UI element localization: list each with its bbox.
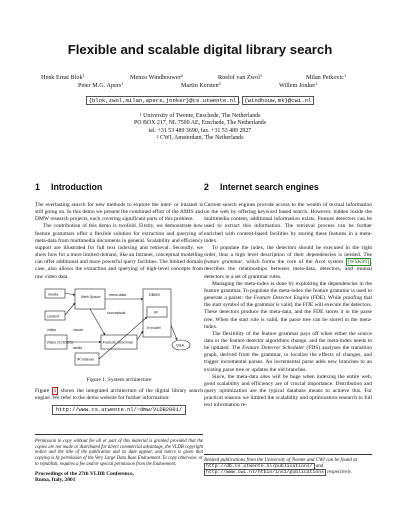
paragraph: The flexibility of the feature grammar pays off when either the source data or the feature detector algorithms change, and the meta-index needs to be updated. The Feature Detector Scheduler (FDS) analyses the transition graph, derived from the grammar, to localize the effects of changes, and trigger incremental parses. An incremental parse adds new branches to an existing parse tree or updates the old branches. — [204, 330, 372, 373]
label-ir-model: ir model — [147, 325, 161, 330]
label-audio: audio — [73, 345, 83, 350]
author-name: Peter M.G. Apers$^1$ — [78, 81, 124, 90]
author-name: Henk Ernst Blok$^1$ — [41, 73, 85, 81]
affiliation-line: $^2$ CWI, Amsterdam, The Netherlands — [156, 134, 244, 142]
demo-url-link[interactable]: http://www.cs.utwente.nl/~dmw/VLDB2001/ — [52, 405, 186, 415]
paragraph: Current search engines provide access to the wealth of textual information on the web by offering keyword based search. However, hidden inside the multimedia content, additional information exists. Feature detectors can be used to extract this information. The retrieval process can be further enriched with content-based facilities by storing these features in a meta-index. — [204, 202, 372, 244]
paper-title: Flexible and scalable digital library search — [67, 42, 333, 57]
author-name: Roelof van Zwol$^1$ — [218, 73, 263, 81]
paragraph: The contribution of this demo is twofold. Firstly, we demonstrate how feature grammars offer a flexible solution for extraction and querying of meta-data from multimedia documents in general. Scalability and efficiency support are illustrated for full text indexing and retrieval. Secondly, we show how for a more limited domain, like an Intranet, conceptual modelling can offer additional and more powerful query facilities. The limited domain case, also allows the extraction and querying of high-level concepts from raw video data. — [35, 223, 203, 280]
affiliation-line: PO BOX 217, NL 7500 AE, Enschede, The Netherlands — [133, 120, 267, 127]
right-column — [204, 176, 372, 410]
paragraph: To populate the index, the detectors should be executed in the right order, thus a high level description of their dependencies is needed. The feature grammar, which forms the core of the Acoi system [WSK99] , describes the relationships between meta-data, detectors, and mutual detectors in a set of grammar rules. — [204, 244, 372, 280]
author-list — [0, 74, 400, 91]
permission-notice: Permission to copy without fee all or part of this material is granted provided that the copies are not made or distributed for direct commercial advantage, the VLDB copyright notice and the title of the publication and its date appear, and notice is given that copying is by permission of the Very Large Data Base Endowment. To copy otherwise, or to republish, requires a fee and/or special permission from the Endowment. Proceedings of the 27th VLDB Conference, Roma, Italy, 2001 — [35, 434, 203, 484]
left-column — [35, 176, 203, 419]
label-media: media — [48, 292, 59, 297]
author-name: Milan Petkovic$^1$ — [306, 73, 347, 81]
figure-reference-link[interactable]: 1 — [53, 387, 57, 394]
citation-link[interactable]: [WSK99] — [347, 259, 369, 266]
architecture-diagram — [43, 285, 193, 373]
affiliations — [0, 113, 400, 143]
label-video-codec: Video (CODEC) — [46, 340, 74, 345]
related-publications-footnote: Related publications from the University of Twente and CWI can be found at http://db.cs.utwente.nl/publications/ and http://www.cwi.nl/htbin/ins1/publications respectively. — [204, 454, 372, 477]
email-cwi[interactable]: {windhouw,mk}@cwi.nl — [242, 96, 314, 105]
web-space-box — [75, 289, 105, 309]
demo-url — [35, 407, 203, 414]
paragraph: Since, the meta-data sites will be huge when indexing the entire web, good scalability and efficiency are of crucial importance. Distribution and query optimization are the typical database means to achieve this. For practical reasons we limited the scalability and optimization research to full text information re- — [204, 373, 372, 409]
author-name: Martin Kersten$^2$ — [181, 81, 221, 90]
paragraph: Managing the meta-index is done by exploiting the dependencies in the feature grammar. To populate the meta-index the feature grammar is used to generate a parser: the Feature Detector Engine (FDE). While proofing that the start symbol of the grammar is valid, the FDE will execute the detectors. These detectors produce the meta-data, and the FDE stores it in the parse tree. When the start rule is valid, the parse tree can be stored in the meta-index. — [204, 280, 372, 330]
author-name: Willem Jonker$^1$ — [279, 81, 318, 90]
label-ir-indexer: IR indexer — [77, 357, 95, 362]
label-visual: visual — [73, 327, 83, 332]
section-heading: 1 Introduction — [35, 182, 103, 192]
label-conceptual: conceptual — [107, 310, 126, 315]
label-dbms: DBMS — [149, 292, 160, 297]
proceedings: Proceedings of the 27th VLDB Conference, Roma, Italy, 2001 — [35, 470, 134, 484]
author-name: Menzo Windhouwer$^2$ — [130, 73, 183, 81]
label-query: Q&A — [176, 343, 185, 348]
email-utwente[interactable]: {blok,zwol,milan,apers,jonker}@cs.utwente.nl — [86, 96, 239, 105]
label-content: content — [47, 314, 60, 319]
affiliation-line: $^1$ University of Twente, Enschede, The Netherlands — [139, 112, 261, 119]
paragraph: Figure 1 shows the integrated architecture of the digital library search engine. We refer to the demo website for further information: — [35, 387, 203, 402]
label-web-space: Web Space — [81, 294, 101, 299]
figure-caption: Figure 1: System architecture — [86, 376, 152, 383]
label-ir: IR — [154, 310, 158, 315]
author-emails — [0, 97, 400, 104]
email-separator: , — [238, 98, 241, 104]
architecture-figure — [35, 285, 203, 373]
label-meta-data: meta-data — [109, 292, 127, 297]
affiliation-line: tel. +31 53 489 3690, fax. +31 53 489 2927 — [148, 127, 252, 134]
label-feature-grammar: Feature Grammar — [103, 340, 134, 345]
utwente-publications-link[interactable]: http://db.cs.utwente.nl/publications/ — [206, 464, 313, 470]
label-video-feeds: video — [47, 327, 57, 332]
section-heading: 2 Internet search engines — [204, 182, 319, 192]
paragraph: The everlasting search for new methods to explore the inter- or intranet is still going on. In this demo we present the combined effort of the AMIS and DMW research projects, each covering significant parts of this problem. — [35, 202, 203, 223]
author-row-2 — [0, 82, 400, 90]
cwi-publications-link[interactable]: http://www.cwi.nl/htbin/ins1/publications — [206, 470, 325, 476]
